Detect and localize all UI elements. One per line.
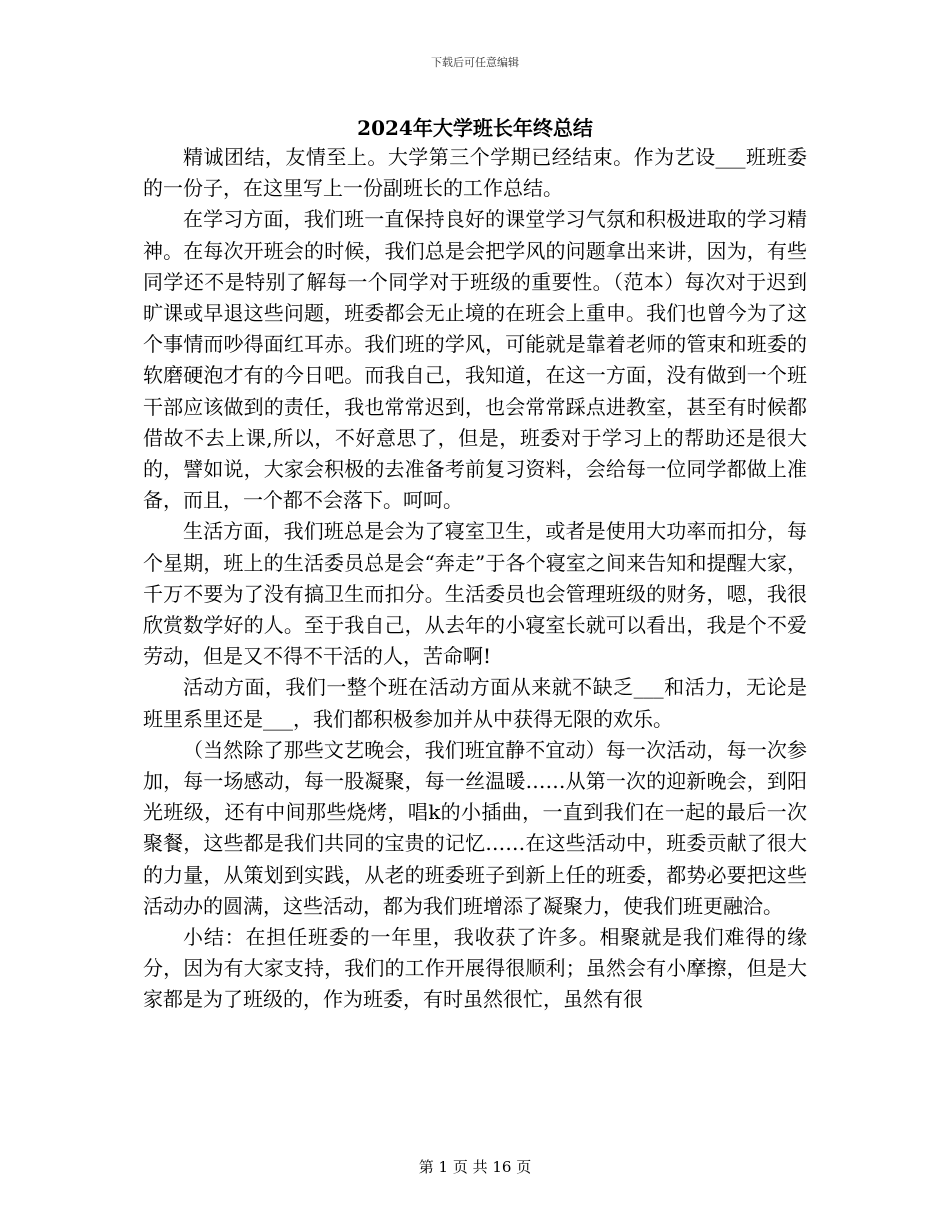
document-title: 2024年大学班长年终总结	[357, 116, 593, 140]
paragraph-activities: 活动方面，我们一整个班在活动方面从来就不缺乏___和活力，无论是班里系里还是___，我们都积极参加并从中获得无限的欢乐。	[143, 675, 807, 731]
page-number: 第 1 页 共 16 页	[418, 1158, 532, 1176]
header-note: 下载后可任意编辑	[431, 56, 519, 69]
paragraph-study: 在学习方面，我们班一直保持良好的课堂学习气氛和积极进取的学习精神。在每次开班会的时候，我们总是会把学风的问题拿出来讲，因为，有些同学还不是特别了解每一个同学对于班级的重要性。（范本）每次对于迟到旷课或早退这些问题，班委都会无止境的在班会上重申。我们也曾今为了这个事情而吵得面红耳赤。我们班的学风，可能就是靠着老师的管束和班委的软磨硬泡才有的今日吧。而我自己，我知道，在这一方面，没有做到一个班干部应该做到的责任，我也常常迟到，也会常常踩点进教室，甚至有时候都借故不去上课,所以，不好意思了，但是，班委对于学习上的帮助还是很大的，譬如说，大家会积极的去准备考前复习资料，会给每一位同学都做上准备，而且，一个都不会落下。呵呵。	[143, 207, 807, 513]
paragraph-life: 生活方面，我们班总是会为了寝室卫生，或者是使用大功率而扣分，每个星期，班上的生活委员总是会“奔走”于各个寝室之间来告知和提醒大家，千万不要为了没有搞卫生而扣分。生活委员也会管理班级的财务，嗯，我很欣赏数学好的人。至于我自己，从去年的小寝室长就可以看出，我是个不爱劳动，但是又不得不干活的人，苦命啊!	[143, 519, 807, 669]
paragraph-intro: 精诚团结，友情至上。大学第三个学期已经结束。作为艺设___班班委的一份子，在这里写上一份副班长的工作总结。	[143, 145, 807, 201]
document-body	[143, 142, 807, 1016]
paragraph-activities-detail: （当然除了那些文艺晚会，我们班宜静不宜动）每一次活动，每一次参加，每一场感动，每一股凝聚，每一丝温暖……从第一次的迎新晚会，到阳光班级，还有中间那些烧烤，唱k的小插曲，一直到我们在一起的最后一次聚餐，这些都是我们共同的宝贵的记忆……在这些活动中，班委贡献了很大的力量，从策划到实践，从老的班委班子到新上任的班委，都势必要把这些活动办的圆满，这些活动，都为我们班增添了凝聚力，使我们班更融洽。	[143, 737, 807, 918]
paragraph-summary: 小结：在担任班委的一年里，我收获了许多。相聚就是我们难得的缘分，因为有大家支持，我们的工作开展得很顺利；虽然会有小摩擦，但是大家都是为了班级的，作为班委，有时虽然很忙，虽然有很	[143, 925, 807, 1012]
